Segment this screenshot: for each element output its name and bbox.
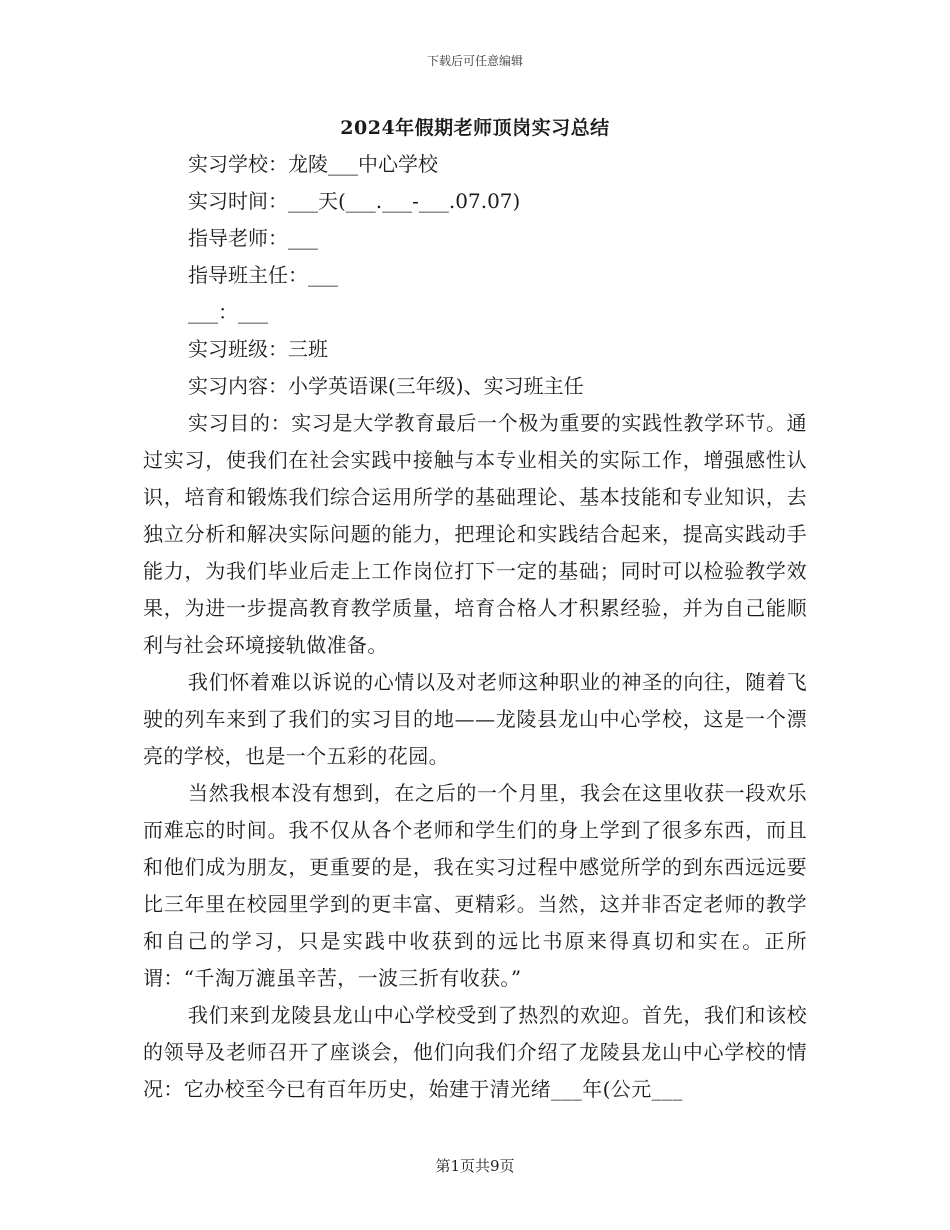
paragraph-purpose: 实习目的：实习是大学教育最后一个极为重要的实践性教学环节。通过实习，使我们在社会实践中接触与本专业相关的实际工作，增强感性认识，培育和锻炼我们综合运用所学的基础理论、基本技能和专业知识，去独立分析和解决实际问题的能力，把理论和实践结合起来，提高实践动手能力，为我们毕业后走上工作岗位打下一定的基础；同时可以检验教学效果，为进一步提高教育教学质量，培育合格人才积累经验，并为自己能顺利与社会环境接轨做准备。: [143, 411, 807, 657]
info-line-class: 实习班级：三班: [188, 337, 328, 361]
info-line-blank: ___：___: [188, 300, 268, 324]
info-line-content: 实习内容：小学英语课(三年级)、实习班主任: [188, 374, 584, 398]
document-title: 2024年假期老师顶岗实习总结: [340, 117, 610, 139]
info-line-head-teacher: 指导班主任：___: [188, 263, 338, 287]
document-body: [143, 146, 807, 1108]
paragraph-reflection: 当然我根本没有想到，在之后的一个月里，我会在这里收获一段欢乐而难忘的时间。我不仅从各个老师和学生们的身上学到了很多东西，而且和他们成为朋友，更重要的是，我在实习过程中感觉所学的到东西远远要比三年里在校园里学到的更丰富、更精彩。当然，这并非否定老师的教学和自己的学习，只是实践中收获到的远比书原来得真切和实在。正所谓：“千淘万漉虽辛苦，一波三折有收获。”: [143, 781, 807, 990]
paragraph-welcome: 我们来到龙陵县龙山中心学校受到了热烈的欢迎。首先，我们和该校的领导及老师召开了座谈会，他们向我们介绍了龙陵县龙山中心学校的情况：它办校至今已有百年历史，始建于清光绪___年(公元___: [143, 1003, 807, 1101]
paragraph-arrival: 我们怀着难以诉说的心情以及对老师这种职业的神圣的向往，随着飞驶的列车来到了我们的实习目的地——龙陵县龙山中心学校，这是一个漂亮的学校，也是一个五彩的花园。: [143, 670, 807, 768]
page-header-note: 下载后可任意编辑: [426, 54, 523, 68]
info-line-time: 实习时间：___天(___.___-___.07.07): [188, 189, 521, 213]
info-line-school: 实习学校：龙陵___中心学校: [188, 152, 438, 176]
info-line-teacher: 指导老师：___: [188, 226, 318, 250]
page-number-indicator: 第1页共9页: [435, 1157, 515, 1175]
